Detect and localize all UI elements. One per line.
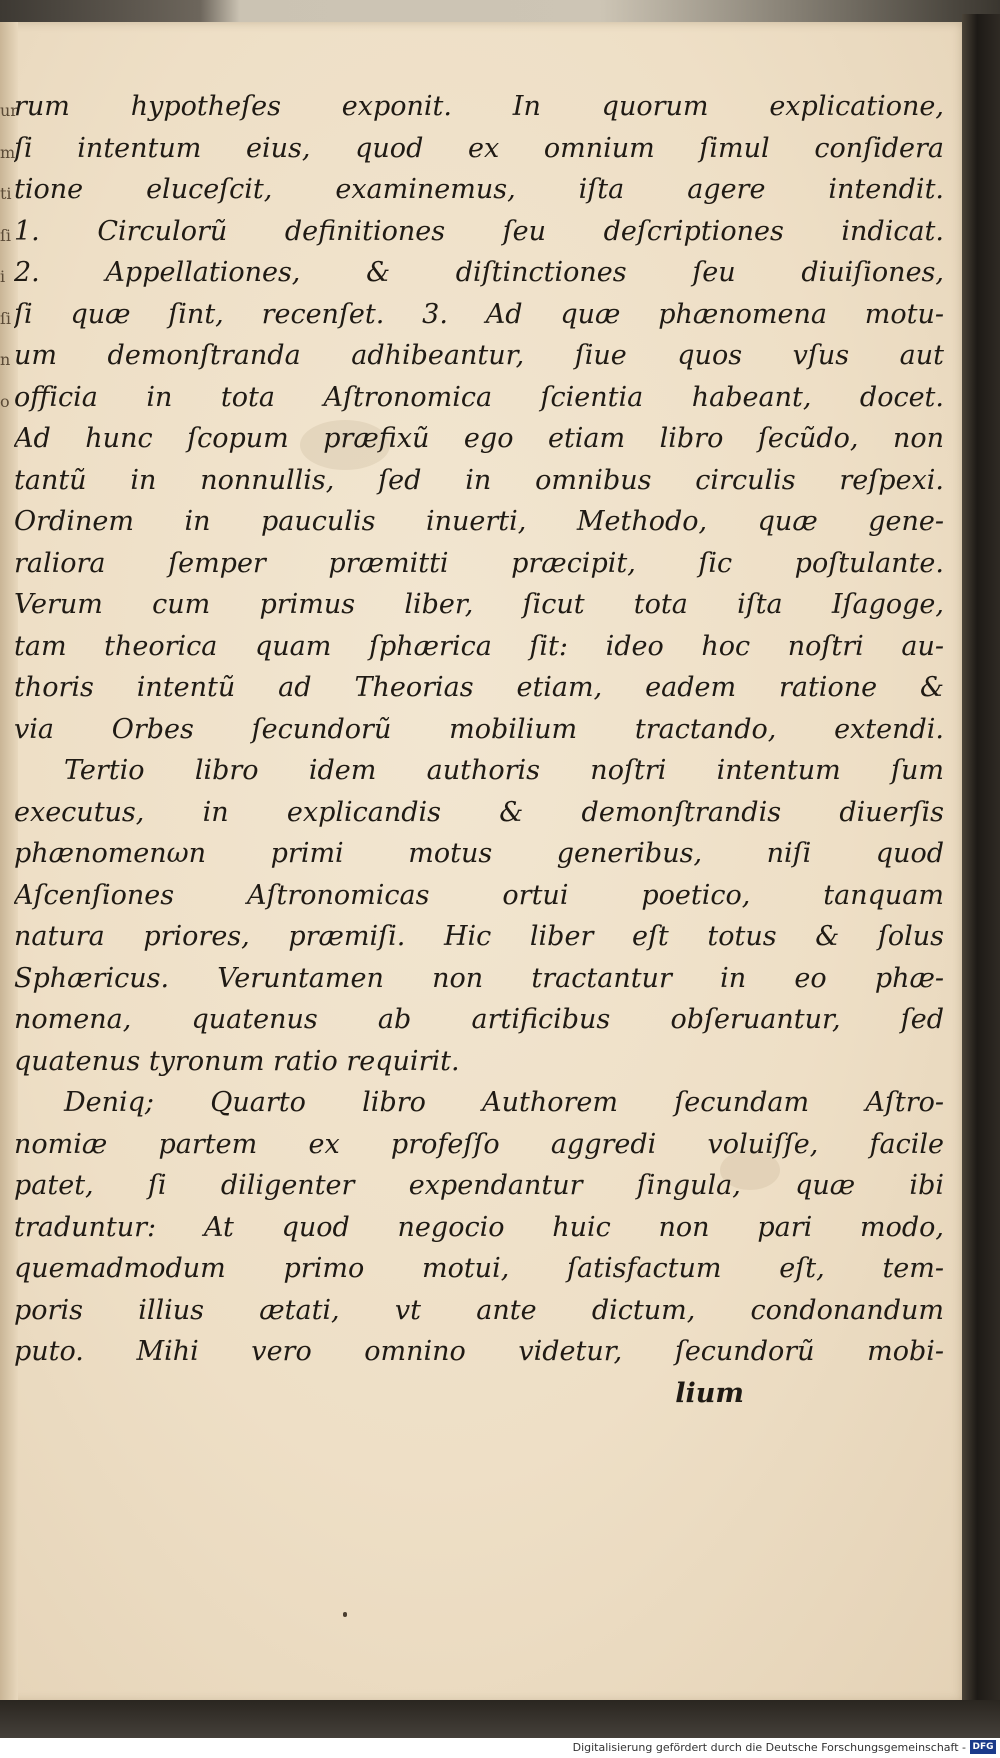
text-line: raliora ſemper præmitti præcipit, ſic poſtulante. <box>14 547 944 579</box>
margin-fragment <box>0 422 14 464</box>
text-line: Ordinem in pauculis inuerti, Methodo, quæ gene- <box>14 506 944 537</box>
text-line: poris illius ætati, vt ante dictum, condonandum <box>14 1294 944 1326</box>
bottom-page-edge <box>0 1700 1000 1738</box>
margin-fragment: m <box>0 142 16 162</box>
text-line: Sphæricus. Veruntamen non tractantur in eo phæ- <box>14 962 944 994</box>
text-line: ſi quæ ſint, recenſet. 3. Ad quæ phænomena motu- <box>14 298 944 330</box>
text-line: via Orbes ſecundorũ mobilium tractando, extendi. <box>14 713 944 745</box>
margin-fragment <box>0 505 14 547</box>
margin-fragment <box>0 671 14 713</box>
text-line: patet, ſi diligenter expendantur ſingula, quæ ibi <box>14 1170 944 1201</box>
text-line: tantũ in nonnullis, ſed in omnibus circulis reſpexi. <box>14 464 944 496</box>
text-line: Aſcenſiones Aſtronomicas ortui poetico, tanquam <box>14 879 944 911</box>
text-line: phænomenωn primi motus generibus, niſi quod <box>14 838 944 869</box>
margin-fragment <box>0 630 14 672</box>
text-line: quemadmodum primo motui, ſatisfactum eſt, tem- <box>14 1253 944 1284</box>
funding-credit: Digitalisierung gefördert durch die Deutsche Forschungsgemeinschaft - <box>572 1741 966 1754</box>
previous-page-margin-bleed <box>0 90 18 754</box>
margin-fragment <box>0 588 14 630</box>
text-line: puto. Mihi vero omnino videtur, ſecundorũ mobi- <box>14 1336 944 1367</box>
margin-fragment: i <box>0 267 6 286</box>
text-line: traduntur: At quod negocio huic non pari modo, <box>14 1211 944 1243</box>
margin-fragment: n <box>0 350 11 369</box>
margin-fragment <box>0 713 14 755</box>
margin-fragment: ſi <box>0 308 12 328</box>
text-line: executus, in explicandis & demonſtrandis diuerſis <box>14 796 944 828</box>
margin-fragment <box>0 547 14 589</box>
text-line: 2. Appellationes, & diſtinctiones ſeu diuiſiones, <box>14 257 944 288</box>
text-line: quatenus tyronum ratio requirit. <box>14 1045 460 1077</box>
text-line: Ad hunc ſcopum præfixũ ego etiam libro ſecũdo, non <box>14 423 944 454</box>
text-line: officia in tota Aſtronomica ſcientia habeant, docet. <box>14 381 944 413</box>
margin-fragment: ſi <box>0 225 12 245</box>
text-line: Verum cum primus liber, ſicut tota iſta Iſagoge, <box>14 589 944 620</box>
text-line: tam theorica quam ſphærica ſit: ideo hoc noſtri au- <box>14 630 944 662</box>
catchword: lium <box>675 1377 744 1409</box>
text-line: Deniq; Quarto libro Authorem ſecundam Aſtro- <box>64 1087 944 1118</box>
ink-dot <box>343 1612 347 1617</box>
margin-fragment <box>0 464 14 506</box>
text-line: thoris intentũ ad Theorias etiam, eadem ratione & <box>14 672 944 703</box>
text-line: ſi intentum eius, quod ex omnium ſimul conſidera <box>14 132 944 164</box>
text-line: um demonſtranda adhibeantur, ſiue quos vſus aut <box>14 340 944 371</box>
dfg-logo-badge: DFG <box>970 1740 996 1754</box>
text-line: natura priores, præmiſi. Hic liber eſt totus & ſolus <box>14 921 944 952</box>
text-line: nomiæ partem ex profeſſo aggredi voluiſſe, facile <box>14 1128 944 1160</box>
text-line: 1. Circulorũ definitiones ſeu deſcriptiones indicat. <box>14 215 944 247</box>
text-line: rum hypotheſes exponit. In quorum explicatione, <box>14 91 944 122</box>
text-line: tione eluceſcit, examinemus, iſta agere intendit. <box>14 174 944 205</box>
text-line: Tertio libro idem authoris noſtri intentum ſum <box>64 755 944 786</box>
margin-fragment: ur <box>0 101 18 120</box>
book-fore-edge <box>962 14 1000 1714</box>
page-body-text <box>14 86 944 1414</box>
text-line: nomena, quatenus ab artificibus obſeruantur, ſed <box>14 1004 944 1035</box>
top-page-edge <box>0 0 1000 24</box>
margin-fragment: o <box>0 391 10 411</box>
margin-fragment: ti <box>0 184 12 203</box>
